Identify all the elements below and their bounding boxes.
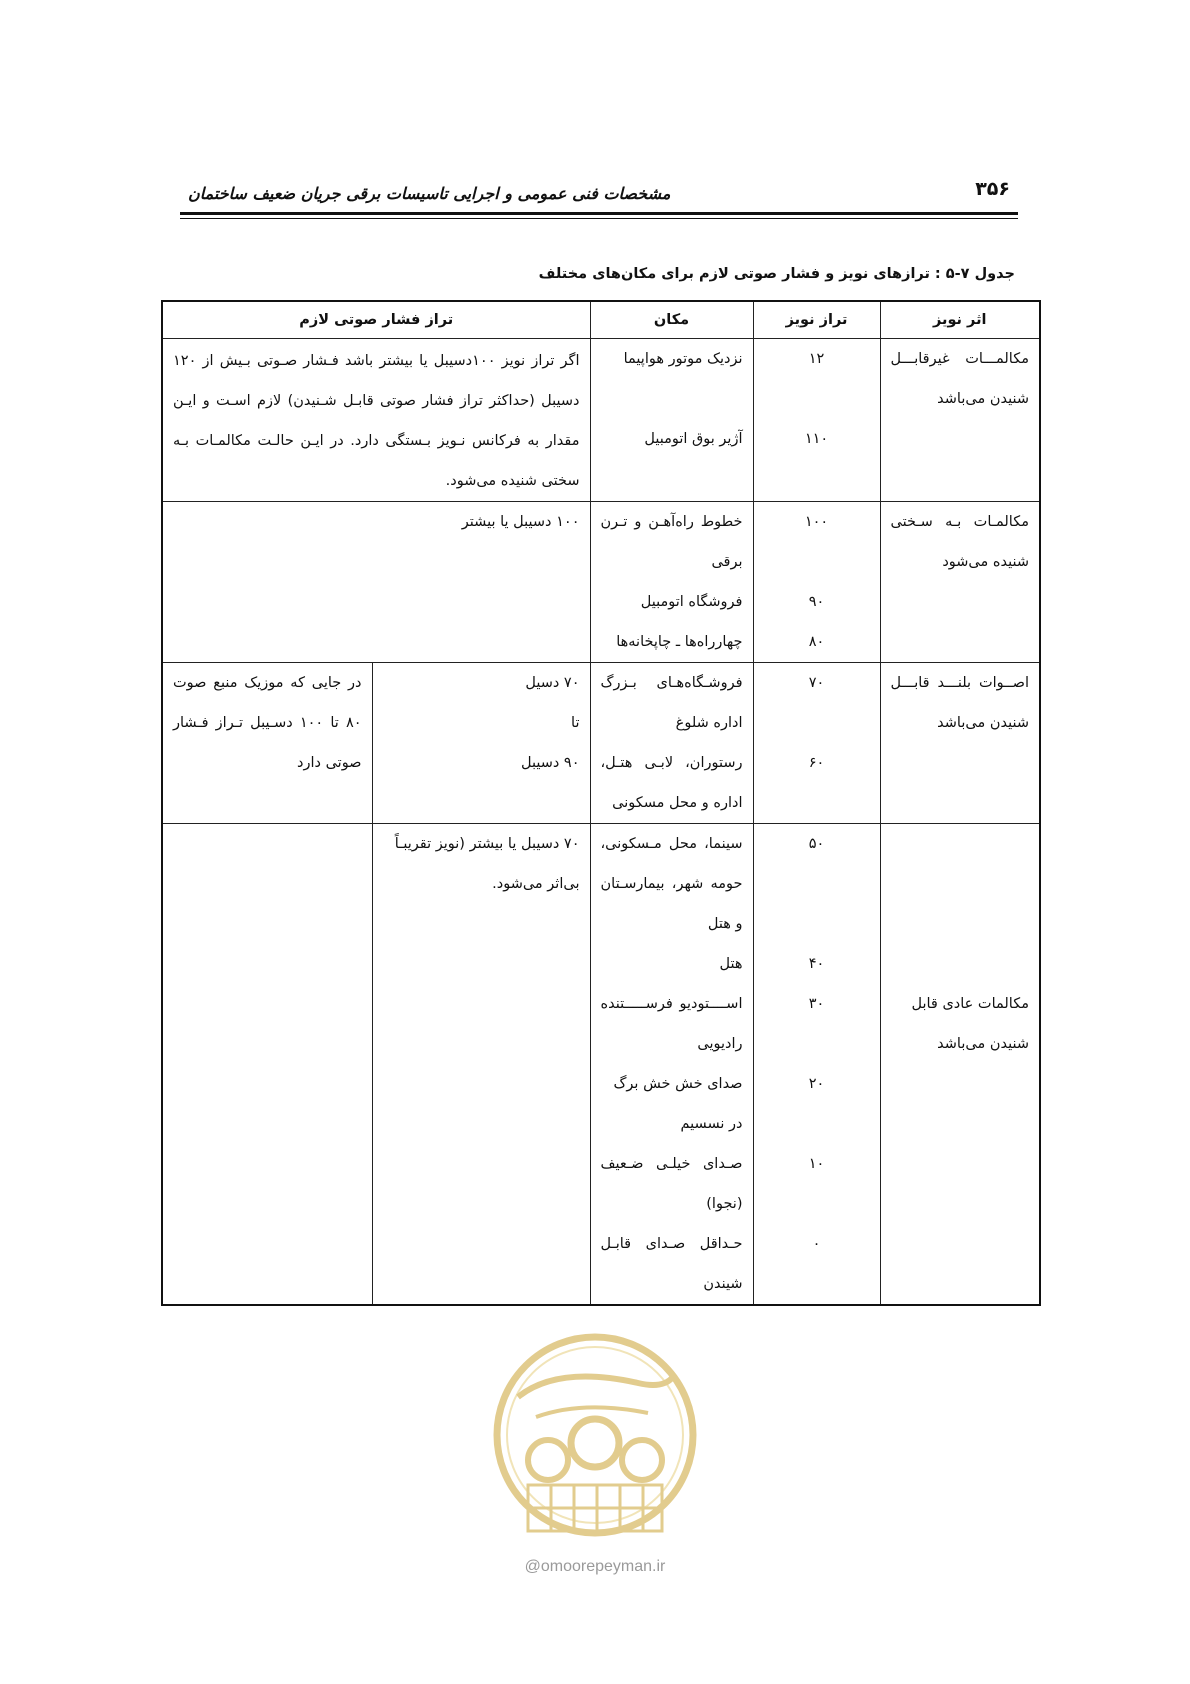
table-row	[162, 502, 1040, 663]
noise-level-table	[161, 300, 1041, 1306]
header-noise-level: تراز نویز	[753, 301, 880, 339]
pressure-line: ۷۰ دسیل	[525, 675, 580, 691]
place-line	[591, 379, 753, 419]
place-line: آژیر بوق اتومبیل	[644, 431, 743, 447]
pressure-line: ۷۰ دسیبل یا بیشتر (نویز تقریبـاً	[394, 836, 580, 852]
logo-calligraphy-stroke	[518, 1377, 673, 1397]
place-line: چهارراه‌ها ـ چاپخانه‌ها	[616, 634, 743, 650]
place-line: در نسسیم	[680, 1116, 743, 1132]
effect-line: اصــوات بلنـــد قابـــل	[890, 675, 1029, 691]
level-value: ۱۰۰	[804, 514, 829, 530]
level-value	[754, 1184, 880, 1224]
publisher-site: @omoorepeyman.ir	[524, 1558, 666, 1575]
header-place: مکان	[590, 301, 753, 339]
level-value	[754, 1264, 880, 1304]
table-row	[162, 663, 1040, 824]
place-line: خطوط راه‌آهـن و تـرن	[600, 514, 743, 530]
pressure-cell-b	[162, 824, 372, 1306]
place-cell	[590, 663, 753, 824]
level-value	[754, 864, 880, 904]
effect-line: شنیده می‌شود	[942, 554, 1029, 570]
level-value: ۷۰	[808, 675, 825, 691]
level-value	[754, 904, 880, 944]
effect-line: مکالمـات بـه سـختی	[890, 514, 1029, 530]
pressure-cell	[162, 339, 590, 502]
level-cell	[753, 824, 880, 1306]
logo-inner-ring	[507, 1347, 683, 1523]
effect-cell	[880, 339, 1040, 502]
level-value: ۸۰	[808, 634, 825, 650]
table-row	[162, 824, 1040, 1306]
place-line: فروشـگاه‌هـای بـزرگ	[600, 675, 743, 691]
page-header	[180, 178, 1018, 208]
page-number: ۳۵۶	[975, 178, 1010, 200]
level-value: ۹۰	[808, 594, 825, 610]
table-row	[162, 339, 1040, 502]
level-cell	[753, 339, 880, 502]
level-value: ۱۱۰	[804, 431, 829, 447]
place-line: برقی	[711, 554, 743, 570]
pressure-cell-b	[162, 663, 372, 824]
pressure-line: ۹۰ دسیبل	[520, 755, 580, 771]
pressure-line: صوتی دارد	[297, 755, 362, 771]
place-line: نزدیک موتور هواپیما	[623, 351, 743, 367]
place-line: حومه شهر، بیمارسـتان	[600, 876, 743, 892]
logo-calligraphy-stroke	[536, 1407, 648, 1417]
effect-line: شنیدن می‌باشد	[937, 391, 1029, 407]
level-value: ۲۰	[808, 1076, 825, 1092]
gear-icon	[528, 1440, 568, 1480]
effect-cell	[880, 502, 1040, 663]
place-cell	[590, 824, 753, 1306]
level-value: ۴۰	[808, 956, 825, 972]
effect-cell	[880, 824, 1040, 1306]
place-cell	[590, 502, 753, 663]
level-value	[754, 1104, 880, 1144]
place-line: سینما، محل مـسکونی،	[600, 836, 743, 852]
effect-line: شنیدن می‌باشد	[937, 715, 1029, 731]
pressure-line: در جایی که موزیک منبع صوت	[173, 675, 362, 691]
level-value	[754, 703, 880, 743]
place-line: صـدای خیلـی ضـعیف	[600, 1156, 743, 1172]
level-value	[754, 783, 880, 823]
level-value: ۱۲	[808, 351, 825, 367]
pressure-line: ۸۰ تا ۱۰۰ دسـیبل تـراز فـشار	[173, 715, 362, 731]
effect-line: مکالمات عادی قابل	[911, 996, 1029, 1012]
level-value	[754, 379, 880, 419]
level-value	[754, 459, 880, 499]
level-value: ۱۰	[808, 1156, 825, 1172]
pressure-paragraph: اگر تراز نویز ۱۰۰دسیبل یا بیشتر باشد فـشار صـوتی بـیش از ۱۲۰ دسیبل (حداکثر تراز فشار صوتی قابـل شـنیدن) لازم اسـت و ایـن مقدار به فرکانس نـویز بـستگی دارد. در ایـن حالـت مکالمـات بـه سختی شنیده می‌شود.	[173, 353, 580, 489]
header-sound-pressure: تراز فشار صوتی لازم	[162, 301, 590, 339]
header-rule-thick	[180, 212, 1018, 215]
place-line: (نجوا)	[706, 1196, 743, 1212]
effect-cell	[880, 663, 1040, 824]
pressure-cell-a	[372, 663, 590, 824]
header-noise-effect: اثر نویز	[880, 301, 1040, 339]
pressure-line: تا	[571, 715, 580, 731]
place-line: حـداقل صـدای قابـل	[600, 1236, 743, 1252]
running-title: مشخصات فنی عمومی و اجرایی تاسیسات برقی جریان ضعیف ساختمان	[188, 184, 671, 203]
level-cell	[753, 663, 880, 824]
place-line: اســــتودیو فرســـــتنده	[600, 996, 743, 1012]
place-line: اداره و محل مسکونی	[612, 795, 743, 811]
level-cell	[753, 502, 880, 663]
place-cell	[590, 339, 753, 502]
level-value: ۶۰	[808, 755, 825, 771]
logo-ring	[497, 1337, 693, 1533]
effect-line: مکالمـــات غیرقابـــل	[890, 351, 1029, 367]
effect-line: شنیدن می‌باشد	[937, 1036, 1029, 1052]
level-value: ۵۰	[808, 836, 825, 852]
header-rule-thin	[180, 218, 1018, 219]
level-value: ۰	[812, 1236, 821, 1252]
place-line: رادیویی	[697, 1036, 743, 1052]
publisher-logo-watermark	[488, 1325, 702, 1565]
pressure-line: ۱۰۰ دسیبل یا بیشتر	[461, 514, 580, 530]
place-line	[591, 459, 753, 499]
gear-icon	[622, 1440, 662, 1480]
place-line: فروشگاه اتومبیل	[640, 594, 743, 610]
level-value	[754, 1024, 880, 1064]
table-caption: جدول ۷-۵ : ترازهای نویز و فشار صوتی لازم برای مکان‌های مختلف	[538, 266, 1015, 282]
level-value: ۳۰	[808, 996, 825, 1012]
place-line: رستوران، لابـی هتـل،	[600, 755, 743, 771]
place-line: اداره شلوغ	[675, 715, 743, 731]
place-line: شیندن	[703, 1276, 743, 1292]
place-line: صدای خش خش برگ	[613, 1076, 743, 1092]
place-line: هتل	[719, 956, 743, 972]
level-value	[754, 542, 880, 582]
table-header-row	[162, 301, 1040, 339]
pressure-cell	[162, 502, 590, 663]
pressure-cell-a	[372, 824, 590, 1306]
pressure-line: بی‌اثر می‌شود.	[492, 876, 580, 892]
place-line: و هتل	[707, 916, 743, 932]
gear-icon	[571, 1419, 619, 1467]
